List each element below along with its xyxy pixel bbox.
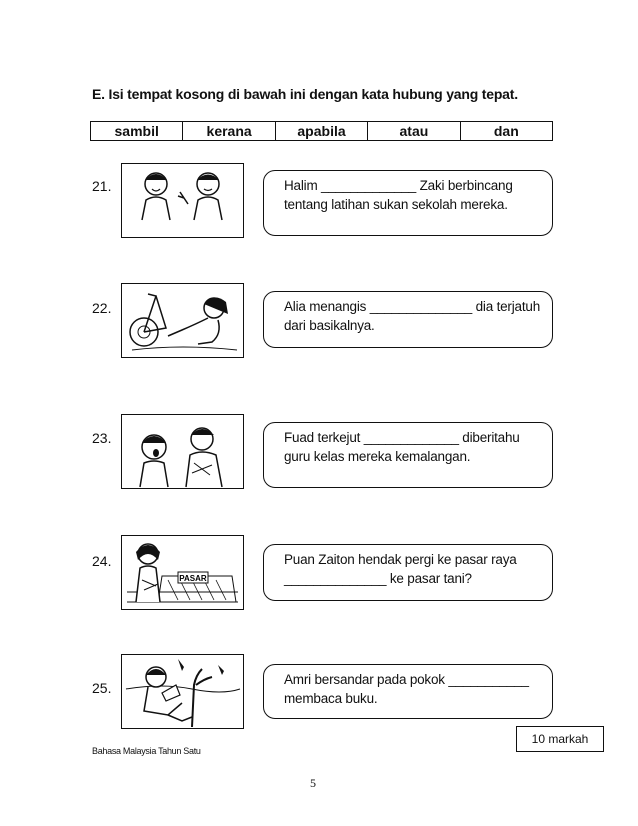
answer-bubble: Puan Zaiton hendak pergi ke pasar raya ______________ ke pasar tani? — [263, 544, 553, 601]
word-bank-cell: sambil — [114, 123, 159, 139]
question-number: 21. — [92, 178, 112, 194]
word-bank-cell: kerana — [182, 122, 274, 140]
question-number: 23. — [92, 430, 112, 446]
word-bank-cell: apabila — [275, 122, 367, 140]
picture-boy-reading-under-tree — [121, 654, 244, 729]
pasar-sign-text: PASAR — [179, 574, 207, 583]
answer-bubble: Fuad terkejut _____________ diberitahu guru kelas mereka kemalangan. — [263, 422, 553, 488]
page-number: 5 — [310, 776, 316, 790]
picture-woman-near-pasar-sign — [121, 535, 244, 610]
instruction-heading: E. Isi tempat kosong di bawah ini dengan kata hubung yang tepat. — [92, 86, 518, 102]
picture-boy-surprised-with-friend — [121, 414, 244, 489]
question-number: 22. — [92, 300, 112, 316]
picture-girl-fell-from-bicycle — [121, 283, 244, 358]
question-number: 25. — [92, 680, 112, 696]
footer-subject: Bahasa Malaysia Tahun Satu — [92, 746, 201, 756]
answer-bubble: Halim _____________ Zaki berbincang tentang latihan sukan sekolah mereka. — [263, 170, 553, 236]
marks-box: 10 markah — [516, 726, 604, 752]
answer-bubble: Alia menangis ______________ dia terjatuh dari basikalnya. — [263, 291, 553, 348]
answer-bubble: Amri bersandar pada pokok ___________ membaca buku. — [263, 664, 553, 719]
word-bank-table — [90, 121, 553, 141]
picture-two-boys-talking — [121, 163, 244, 238]
word-bank-cell: dan — [460, 122, 552, 140]
question-number: 24. — [92, 553, 112, 569]
word-bank-cell: atau — [367, 122, 459, 140]
